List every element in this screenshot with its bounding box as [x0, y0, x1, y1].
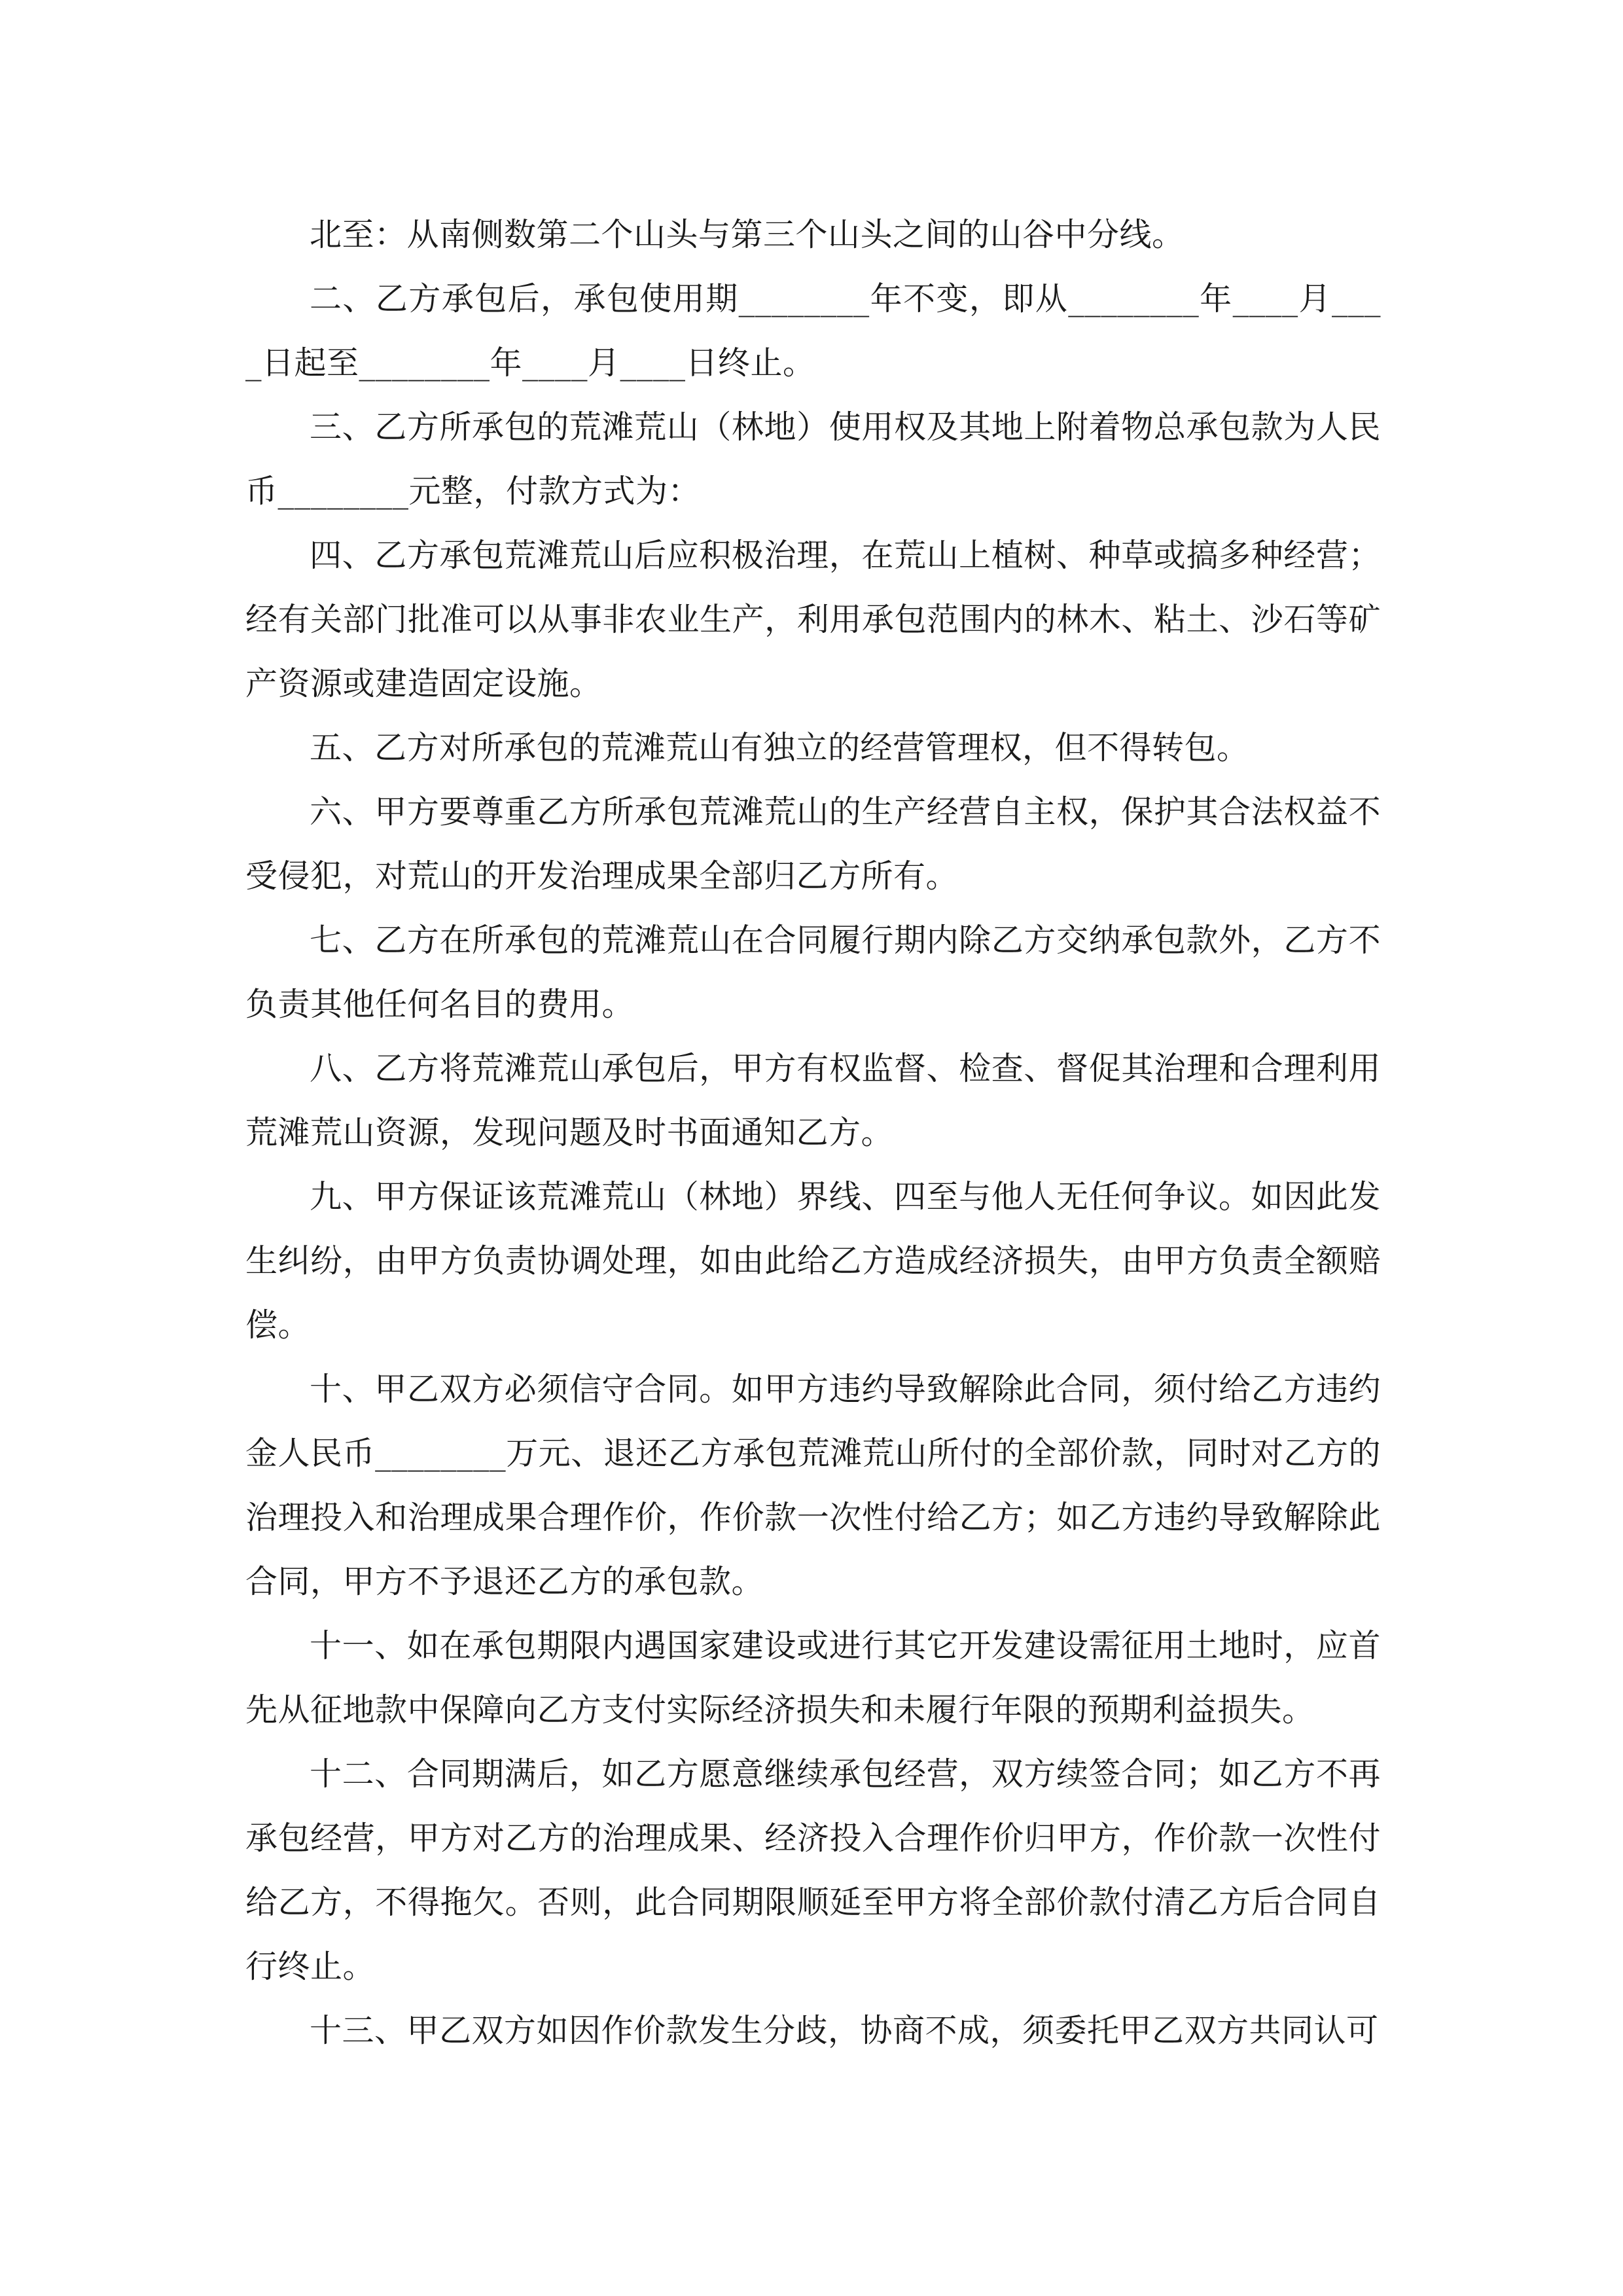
paragraph-clause-6: 六、甲方要尊重乙方所承包荒滩荒山的生产经营自主权，保护其合法权益不受侵犯，对荒山的开发治理成果全部归乙方所有。	[245, 793, 1381, 895]
paragraph-clause-11: 十一、如在承包期限内遇国家建设或进行其它开发建设需征用土地时，应首先从征地款中保障向乙方支付实际经济损失和未履行年限的预期利益损失。	[245, 1627, 1381, 1729]
paragraph-clause-13: 十三、甲乙双方如因作价款发生分歧，协商不成，须委托甲乙双方共同认可	[310, 2012, 1379, 2049]
contract-body	[245, 203, 1381, 2063]
paragraph-clause-5: 五、乙方对所承包的荒滩荒山有独立的经营管理权，但不得转包。	[310, 729, 1249, 766]
paragraph-clause-9: 九、甲方保证该荒滩荒山（林地）界线、四至与他人无任何争议。如因此发生纠纷，由甲方负责协调处理，如由此给乙方造成经济损失，由甲方负责全额赔偿。	[245, 1178, 1381, 1344]
paragraph-north-boundary: 北至：从南侧数第二个山头与第三个山头之间的山谷中分线。	[310, 216, 1185, 253]
paragraph-clause-12: 十二、合同期满后，如乙方愿意继续承包经营，双方续签合同；如乙方不再承包经营，甲方对乙方的治理成果、经济投入合理作价归甲方，作价款一次性付给乙方，不得拖欠。否则，此合同期限顺延至甲方将全部价款付清乙方后合同自行终止。	[245, 1755, 1381, 1985]
paragraph-clause-3: 三、乙方所承包的荒滩荒山（林地）使用权及其地上附着物总承包款为人民币________元整，付款方式为：	[245, 408, 1381, 510]
paragraph-clause-10: 十、甲乙双方必须信守合同。如甲方违约导致解除此合同，须付给乙方违约金人民币________万元、退还乙方承包荒滩荒山所付的全部价款，同时对乙方的治理投入和治理成果合理作价，作价款一次性付给乙方；如乙方违约导致解除此合同，甲方不予退还乙方的承包款。	[245, 1371, 1381, 1600]
paragraph-clause-2: 二、乙方承包后，承包使用期________年不变，即从________年____月____日起至________年____月____日终止。	[245, 280, 1381, 382]
paragraph-clause-8: 八、乙方将荒滩荒山承包后，甲方有权监督、检查、督促其治理和合理利用荒滩荒山资源，发现问题及时书面通知乙方。	[245, 1050, 1381, 1151]
paragraph-clause-7: 七、乙方在所承包的荒滩荒山在合同履行期内除乙方交纳承包款外，乙方不负责其他任何名目的费用。	[245, 922, 1381, 1023]
paragraph-clause-4: 四、乙方承包荒滩荒山后应积极治理，在荒山上植树、种草或搞多种经营；经有关部门批准可以从事非农业生产，利用承包范围内的林木、粘土、沙石等矿产资源或建造固定设施。	[245, 537, 1381, 702]
